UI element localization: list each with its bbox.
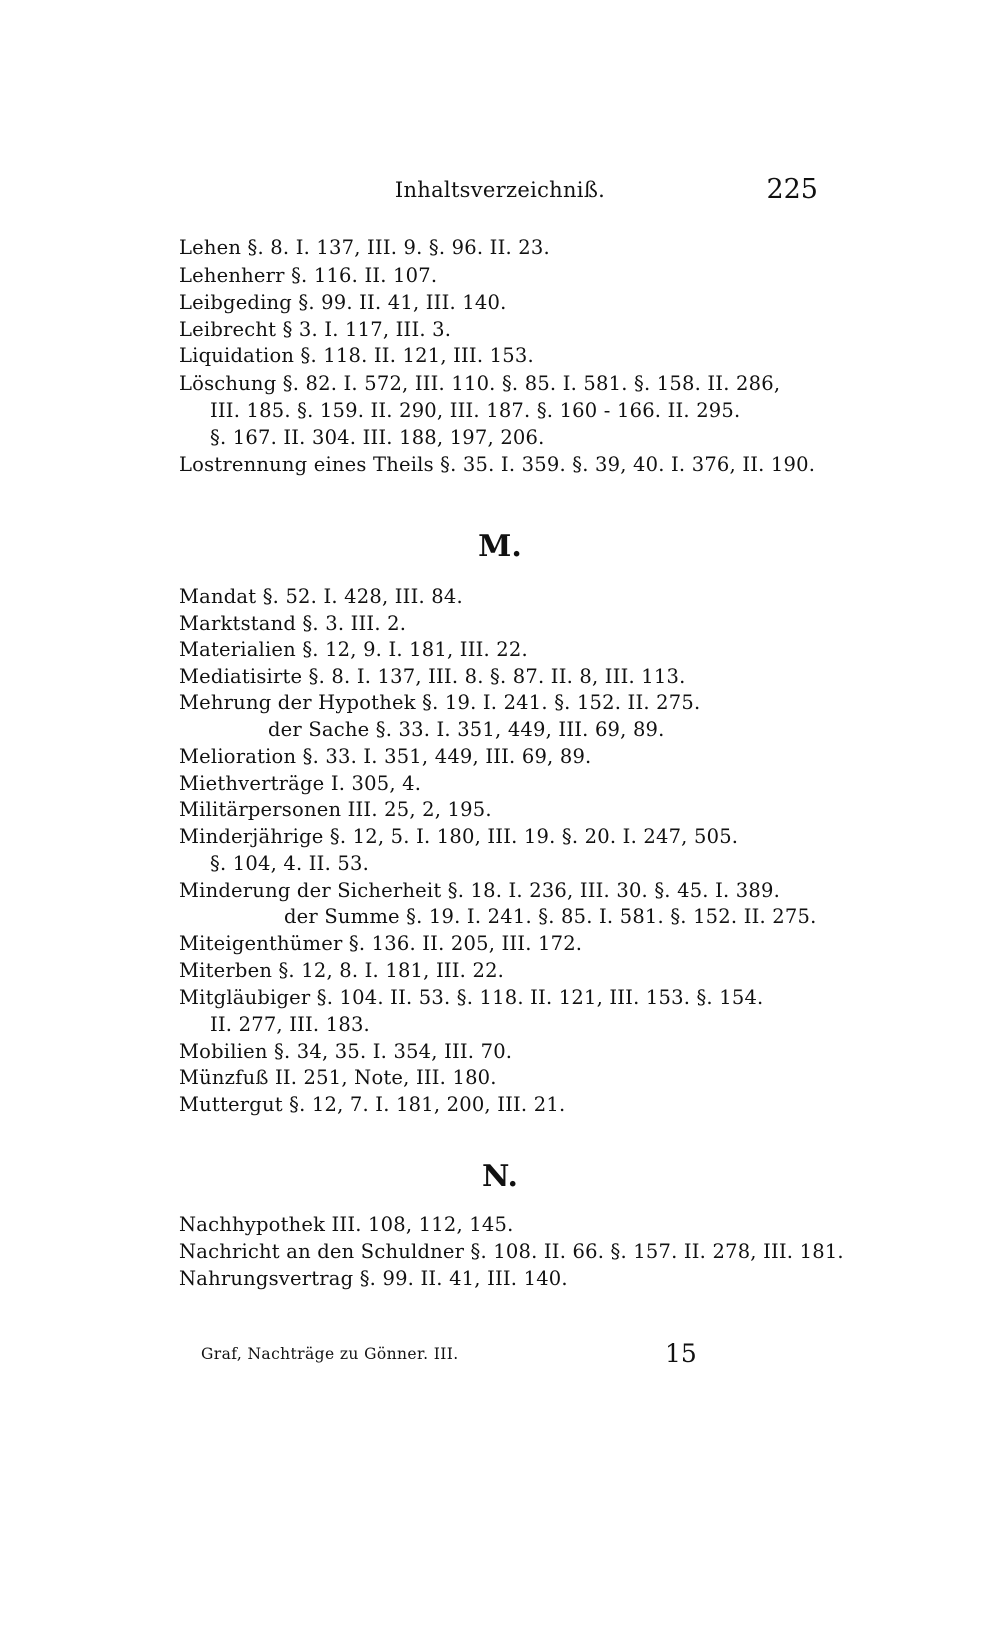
index-entry: Muttergut §. 12, 7. I. 181, 200, III. 21. [179,1093,566,1116]
printer-signature: Graf, Nachträge zu Gönner. III. [201,1345,459,1363]
index-entry: Materialien §. 12, 9. I. 181, III. 22. [179,638,528,661]
index-entry-continuation: §. 167. II. 304. III. 188, 197, 206. [210,426,545,449]
index-entry: Leibgeding §. 99. II. 41, III. 140. [179,291,507,314]
index-entry: Lostrennung eines Theils §. 35. I. 359. §. 39, 40. I. 376, II. 190. [179,453,816,476]
page-header [0,174,1000,218]
index-entry: Miteigenthümer §. 136. II. 205, III. 172. [179,932,583,955]
index-subentry: der Sache §. 33. I. 351, 449, III. 69, 89. [268,718,665,741]
index-entry: Mitgläubiger §. 104. II. 53. §. 118. II. 121, III. 153. §. 154. [179,986,764,1009]
index-entry: Miterben §. 12, 8. I. 181, III. 22. [179,959,505,982]
index-entry: Nachhypothek III. 108, 112, 145. [179,1213,514,1236]
index-entry: Löschung §. 82. I. 572, III. 110. §. 85. I. 581. §. 158. II. 286, [179,372,781,395]
index-entry: Mediatisirte §. 8. I. 137, III. 8. §. 87. II. 8, III. 113. [179,665,686,688]
index-entry-continuation: II. 277, III. 183. [210,1013,370,1036]
index-entry: Liquidation §. 118. II. 121, III. 153. [179,344,534,367]
running-title: Inhaltsverzeichniß. [394,178,606,202]
index-entry: Nachricht an den Schuldner §. 108. II. 66. §. 157. II. 278, III. 181. [179,1240,844,1263]
index-entry: Melioration §. 33. I. 351, 449, III. 69, 89. [179,745,592,768]
index-entry: Minderung der Sicherheit §. 18. I. 236, III. 30. §. 45. I. 389. [179,879,781,902]
index-entry-continuation: III. 185. §. 159. II. 290, III. 187. §. 160 - 166. II. 295. [210,399,741,422]
index-entry: Leibrecht § 3. I. 117, III. 3. [179,318,452,341]
page-footer [0,1339,1000,1375]
index-entry: Militärpersonen III. 25, 2, 195. [179,798,492,821]
index-entry: Mandat §. 52. I. 428, III. 84. [179,585,463,608]
index-entry: Lehenherr §. 116. II. 107. [179,264,438,287]
index-entry: Nahrungsvertrag §. 99. II. 41, III. 140. [179,1267,568,1290]
section-heading-m: M. [478,529,522,564]
index-entry-continuation: §. 104, 4. II. 53. [210,852,369,875]
index-entry: Münzfuß II. 251, Note, III. 180. [179,1066,497,1089]
index-entry: Minderjährige §. 12, 5. I. 180, III. 19. §. 20. I. 247, 505. [179,825,739,848]
index-entry: Marktstand §. 3. III. 2. [179,612,407,635]
index-subentry: der Summe §. 19. I. 241. §. 85. I. 581. §. 152. II. 275. [284,905,817,928]
signature-number: 15 [665,1339,697,1368]
page-number: 225 [766,174,818,205]
index-entry: Miethverträge I. 305, 4. [179,772,422,795]
index-entry: Mehrung der Hypothek §. 19. I. 241. §. 152. II. 275. [179,691,701,714]
index-entry: Lehen §. 8. I. 137, III. 9. §. 96. II. 23. [179,236,550,259]
index-entry: Mobilien §. 34, 35. I. 354, III. 70. [179,1040,513,1063]
section-heading-n: N. [482,1159,518,1194]
